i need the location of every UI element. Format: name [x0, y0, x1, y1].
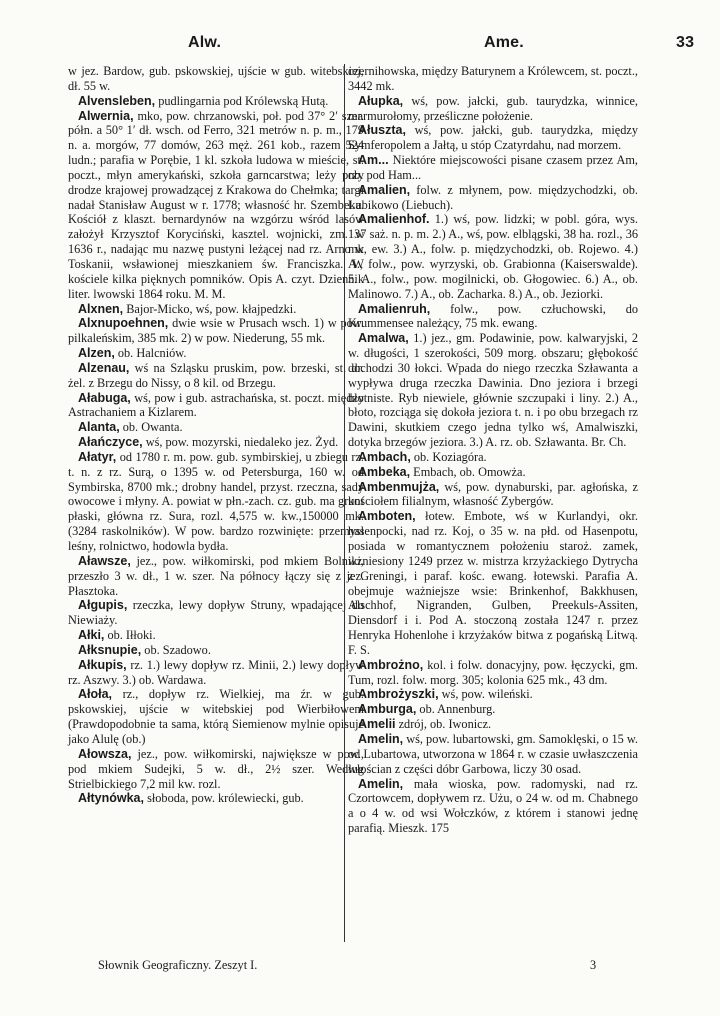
entry-text: ob. Owanta. [119, 420, 183, 435]
dictionary-entry [348, 777, 638, 836]
entry-text: ob. Iłłoki. [104, 628, 156, 643]
entry-text: jez., pow. wiłkomirski, największe w pow., pod mkiem Sudejki, 5 w. dł., 2½ szer. Według Strielbickiego 7,2 mil kw. rozl. [68, 746, 364, 791]
dictionary-entry [348, 658, 638, 688]
entry-headword: Amalienhof. [358, 212, 430, 227]
dictionary-entry [348, 331, 638, 450]
entry-headword: Ałowsza, [78, 746, 132, 761]
dictionary-entry [348, 153, 638, 183]
entry-headword: Ałabuga, [78, 390, 131, 405]
entry-text: czernihowska, między Baturynem a Królewcem, st. poczt., 3442 mk. [348, 64, 638, 93]
entry-text: rz. 1.) lewy dopływ rz. Minii, 2.) lewy dopływ rz. Aszwy. 3.) ob. Wardawa. [68, 657, 364, 687]
entry-text: łotew. Embote, wś w Kurlandyi, okr. hasenpocki, nad rz. Koj, o 35 w. na płd. od Hasenpotu, posiada w romantycznem położeniu staroż. zamek, wzniesiony 1249 przez w. mistrza krzyżackiego Dytrycha z Greningi, i paraf. kośc. ewang. łotewski. Parafia A. obejmuje ważniejsze wsie: Brinkenhof, Bakkhusen, Alschhof, Nigranden, Gulben, Preekuls-Assiten, Diensdorf i i. Pod A. stoczoną została 1247 r. przez Henryka Hohenlohe i krzyżaków bitwa z pogańską Litwą. F. S. [348, 509, 638, 657]
entry-headword: Amelin, [358, 776, 404, 791]
dictionary-entry [348, 123, 638, 153]
entry-text: wś na Szląsku pruskim, pow. brzeski, st. dr. żel. z Brzegu do Nissy, o 8 kil. od Brzegu. [68, 360, 364, 390]
entry-text: rzeczka, lewy dopływ Struny, wpadającej do Niewiaży. [68, 598, 364, 628]
entry-text: 1.) wś, pow. lidzki; w pobl. góra, wys. 137 saż. n. p. m. 2.) A., wś, pow. elblągski, 38 ha. rozl., 36 mk, ew. 3.) A., folw. p. międzychodzki, ob. Rojewo. 4.) A., folw., pow. wyrzyski, ob. Grabionna (Kaiserswalde). 5. A., folw., pow. mogilnicki, ob. Głogowiec. 6.) A., ob. Malinowo. 7.) A., ob. Zacharka. 8.) A., ob. Jeziorki. [348, 212, 638, 301]
entry-headword: Amalien, [358, 182, 411, 197]
dictionary-entry [68, 361, 364, 391]
entry-text: zdrój, ob. Iwonicz. [395, 717, 492, 732]
dictionary-entry [348, 450, 638, 465]
dictionary-entry [348, 702, 638, 717]
dictionary-entry [68, 302, 364, 317]
entry-text: pudlingarnia pod Królewską Hutą. [155, 93, 329, 108]
entry-text: Niektóre miejscowości pisane czasem przez Am, ob. pod Ham... [348, 153, 638, 182]
entry-text: folw. z młynem, pow. międzychodzki, ob. Lubikowo (Liebuch). [348, 182, 638, 212]
entry-headword: Ałgupis, [78, 598, 128, 613]
entry-text: folw., pow. człuchowski, do Krummensee należący, 75 mk. ewang. [348, 301, 638, 331]
entry-text: ob. Szadowo. [141, 642, 211, 657]
entry-text: wś, pow. lubartowski, gm. Samoklęski, o 15 w. od Lubartowa, utworzona w 1864 r. w czasie uwłaszczenia włościan z części dóbr Garbowa, liczy 30 osad. [348, 731, 638, 776]
left-column [68, 64, 364, 806]
entry-headword: Ałańczyce, [78, 435, 143, 450]
entry-text: mko, pow. chrzanowski, poł. pod 37° 2′ szer. półn. a 50° 1′ dł. wsch. od Ferro, 321 metrów n. p. m., 179 n. a. morgów, 77 domów, 263 męż. 261 kob., razem 524 ludn.; parafia w Porębie, 1 kl. szkoła ludowa w mieście, st. poczt., młyn amerykański, szkoła garncarstwa; leży przy drodze krajowej prowadzącej z Krakowa do Chełmka; targi nadał Stanisław August w r. 1778; własność hr. Szembeka. Kościół z klaszt. bernardynów na wzgórzu wśród lasów założył Krzysztof Koryciński, kasztel. wojnicki, zm. w 1636 r., nadając mu nazwę pustyni leżącej nad rz. Arno w Toskanii, wsławionej mieszkaniem św. Franciszka. W kościele kilka pięknych pomników. Opis A. czyt. Dziennik liter. lwowski 1864 roku. M. M. [68, 108, 364, 301]
entry-text: wś, pow. dynaburski, par. agłońska, z kościołem filialnym, własność Zybergów. [348, 479, 638, 509]
entry-text: Bajor-Micko, wś, pow. kłajpedzki. [123, 301, 297, 316]
dictionary-entry [68, 687, 364, 746]
entry-headword: Ałtynówka, [78, 791, 144, 806]
dictionary-entry [68, 554, 364, 599]
entry-headword: Ałksnupie, [78, 642, 142, 657]
dictionary-entry [348, 732, 638, 777]
entry-headword: Alxnen, [78, 301, 124, 316]
dictionary-entry [348, 64, 638, 94]
dictionary-entry [68, 791, 364, 806]
dictionary-entry [68, 109, 364, 302]
entry-text: od 1780 r. m. pow. gub. symbirskiej, u zbiegu rz. t. n. z rz. Surą, o 1395 w. od Petersburga, 160 w. od Symbirska, 8700 mk.; drobny handel, przyst. rzeczna, sady owocowe i młyny. A. powiat w płn.-zach. cz. gub. ma grunt płaski, główna rz. Sura, rozl. 4,575 w. kw.,150000 mk. (3284 raskolników). W pow. bardzo rozwinięte: przemysł leśny, rolnictwo, hodowla bydła. [68, 449, 364, 553]
entry-text: wś, pow. wileński. [438, 687, 533, 702]
entry-headword: Amboten, [358, 509, 416, 524]
entry-headword: Amelin, [358, 731, 404, 746]
page-number: 33 [676, 34, 695, 51]
entry-headword: Ambenmujża, [358, 479, 440, 494]
entry-text: Embach, ob. Omowża. [410, 464, 526, 479]
entry-headword: Alwernia, [78, 108, 134, 123]
entry-text: wś, pow. jałcki, gub. taurydzka, winnice, marmurołomy, prześliczne położenie. [348, 93, 638, 123]
entry-headword: Ałupka, [358, 93, 404, 108]
footer-title: Słownik Geograficzny. Zeszyt I. [98, 958, 258, 972]
entry-headword: Alanta, [78, 420, 120, 435]
dictionary-entry [348, 687, 638, 702]
dictionary-entry [68, 643, 364, 658]
entry-headword: Am... [358, 153, 389, 168]
dictionary-entry [348, 302, 638, 332]
entry-headword: Amalwa, [358, 331, 409, 346]
dictionary-entry [68, 420, 364, 435]
dictionary-entry [68, 450, 364, 554]
entry-headword: Ambach, [358, 449, 411, 464]
entry-headword: Amelii [358, 717, 396, 732]
entry-headword: Amalienruh, [358, 301, 431, 316]
entry-text: słoboda, pow. królewiecki, gub. [144, 791, 304, 806]
dictionary-entry [68, 94, 364, 109]
entry-headword: Amburga, [358, 702, 417, 717]
dictionary-entry [68, 391, 364, 421]
running-head-right: Ame. [484, 34, 524, 51]
dictionary-entry [68, 658, 364, 688]
entry-text: wś, pow. jałcki, gub. taurydzka, między Symferopolem a Jałtą, u stóp Czatyrdahu, nad morzem. [348, 123, 638, 153]
dictionary-entry [68, 628, 364, 643]
dictionary-entry [68, 598, 364, 628]
entry-text: jez., pow. wiłkomirski, pod mkiem Bolniki, przeszło 3 w. dł., 1 w. szer. Na północy łączy się z jez. Płasztoka. [68, 553, 364, 598]
dictionary-entry [68, 316, 364, 346]
dictionary-entry [348, 480, 638, 510]
dictionary-entry [68, 346, 364, 361]
dictionary-entry [348, 509, 638, 657]
entry-headword: Ałkupis, [78, 657, 127, 672]
entry-text: wś, pow i gub. astrachańska, st. poczt. między Astrachaniem a Kizlarem. [68, 390, 364, 420]
entry-text: ob. Halcniów. [114, 346, 187, 361]
entry-headword: Aławsze, [78, 553, 131, 568]
entry-headword: Alzen, [78, 346, 115, 361]
entry-text: wś, pow. mozyrski, niedaleko jez. Żyd. [142, 435, 339, 450]
dictionary-entry [348, 183, 638, 213]
entry-headword: Alzenau, [78, 360, 130, 375]
entry-text: kol. i folw. donacyjny, pow. łęczycki, gm. Tum, rozl. folw. morg. 305; kolonia 625 mk., 43 dm. [348, 657, 638, 687]
entry-text: rz., dopływ rz. Wielkiej, ma źr. w gub. pskowskiej, ujście w witebskiej pod Wierbiłowem (Prawdopodobnie ta sama, którą Siemienow mylnie opisuje jako Alulę (ob.) [68, 687, 364, 746]
entry-text: dwie wsie w Prusach wsch. 1) w pow. pilkaleńskim, 385 mk. 2) w pow. Niederung, 55 mk. [68, 316, 364, 346]
entry-headword: Ałoła, [78, 687, 113, 702]
right-column [348, 64, 638, 836]
entry-text: mała wioska, pow. radomyski, nad rz. Czortowcem, dopływem rz. Użu, o 24 w. od m. Chabnego a o 4 w. od wsi Wołczków, z którem i stanowi jednę parafią. Mieszk. 175 [348, 776, 638, 836]
signature-mark: 3 [590, 958, 597, 972]
entry-headword: Ałuszta, [358, 123, 406, 138]
entry-headword: Ambrożno, [358, 657, 424, 672]
entry-headword: Ałki, [78, 628, 105, 643]
entry-headword: Ambrożyszki, [358, 687, 439, 702]
entry-headword: Ałatyr, [78, 449, 117, 464]
entry-headword: Ambeka, [358, 464, 411, 479]
dictionary-entry [348, 212, 638, 301]
running-head-left: Alw. [188, 34, 222, 51]
entry-text: ob. Annenburg. [416, 702, 496, 717]
entry-text: 1.) jez., gm. Podawinie, pow. kalwaryjski, 2 w. długości, 1 szerokości, 509 morg. obszaru; głębokość dochodzi 30 łokci. Wpada do niego rzeczka Szławanta a wypływa druga rzeczka Dawinia. Dno jeziora i brzegi błotniste. Ryb niewiele, głównie szczupaki i liny. 2.) A., błoto, rozciąga się dokoła jeziora t. n. i po obu brzegach rz Dawini, skutkiem czego jedna tylko wś, Amalwiszki, dotyka brzegów jeziora. 3.) A. rz. ob. Szławanta. Br. Ch. [348, 331, 638, 450]
entry-text: ob. Koziagóra. [410, 449, 487, 464]
column-divider [344, 64, 345, 942]
entry-headword: Alvensleben, [78, 93, 156, 108]
dictionary-entry [68, 435, 364, 450]
dictionary-entry [68, 747, 364, 792]
entry-text: w jez. Bardow, gub. pskowskiej, ujście w gub. witebskiej, dł. 55 w. [68, 64, 364, 93]
dictionary-entry [348, 465, 638, 480]
dictionary-entry [348, 94, 638, 124]
dictionary-entry [348, 717, 638, 732]
entry-headword: Alxnupoehnen, [78, 316, 169, 331]
dictionary-entry [68, 64, 364, 94]
